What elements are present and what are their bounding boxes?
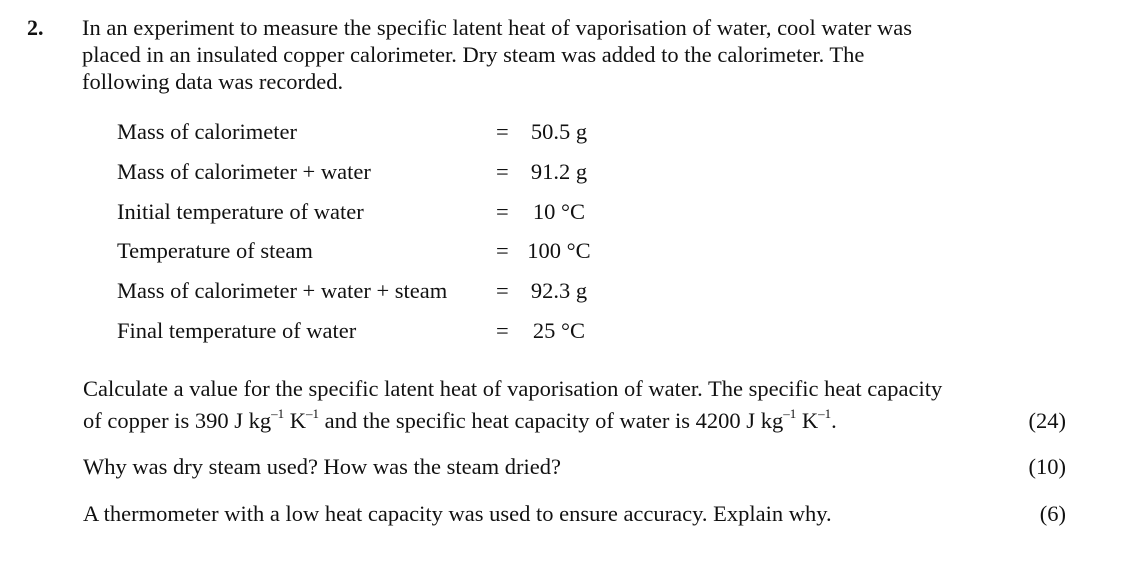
data-value: 25 °C [532, 318, 586, 343]
data-row-mass-calorimeter [0, 119, 700, 149]
text-fragment: of copper is 390 J kg [83, 408, 272, 433]
question-intro [82, 14, 1022, 95]
part-a-line-1: Calculate a value for the specific latent heat of vaporisation of water. The specific heat capacity [83, 376, 943, 401]
data-row-final-temperature [0, 318, 700, 348]
data-row-mass-calorimeter-water [0, 159, 700, 189]
superscript: –1 [818, 406, 832, 421]
superscript: –1 [305, 406, 319, 421]
text-fragment: and the specific heat capacity of water is 4200 J kg [318, 408, 784, 433]
data-value: 50.5 g [530, 119, 588, 144]
data-value: 92.3 g [530, 278, 588, 303]
data-value: 100 °C [527, 238, 591, 263]
equals-sign: = [496, 238, 509, 263]
equals-sign: = [496, 199, 509, 224]
text-fragment: K [796, 408, 819, 433]
part-a-line-2 [83, 408, 837, 434]
data-value: 91.2 g [530, 159, 588, 184]
data-label: Initial temperature of water [117, 199, 364, 224]
equals-sign: = [496, 278, 509, 303]
equals-sign: = [496, 159, 509, 184]
marks-part-c: (6) [1039, 501, 1066, 526]
superscript: –1 [783, 406, 797, 421]
equals-sign: = [496, 119, 509, 144]
question-number: 2. [27, 15, 44, 40]
data-row-initial-temperature [0, 199, 700, 229]
data-label: Temperature of steam [117, 238, 313, 263]
marks-part-b: (10) [1028, 454, 1066, 479]
data-row-steam-temperature [0, 238, 700, 268]
intro-line: following data was recorded. [82, 69, 344, 94]
text-fragment: K [284, 408, 306, 433]
part-b-question: Why was dry steam used? How was the steam dried? [83, 454, 561, 479]
data-value: 10 °C [532, 199, 586, 224]
text-fragment: . [831, 408, 837, 433]
part-c-question: A thermometer with a low heat capacity was used to ensure accuracy. Explain why. [83, 501, 832, 526]
intro-line: In an experiment to measure the specific latent heat of vaporisation of water, cool water was [82, 15, 913, 40]
data-label: Final temperature of water [117, 318, 357, 343]
data-label: Mass of calorimeter [117, 119, 297, 144]
marks-part-a: (24) [1028, 408, 1066, 433]
intro-line: placed in an insulated copper calorimeter. Dry steam was added to the calorimeter. The [82, 42, 865, 67]
superscript: –1 [271, 406, 285, 421]
data-label: Mass of calorimeter + water [117, 159, 371, 184]
data-row-mass-all [0, 278, 700, 308]
data-label: Mass of calorimeter + water + steam [117, 278, 448, 303]
equals-sign: = [496, 318, 509, 343]
